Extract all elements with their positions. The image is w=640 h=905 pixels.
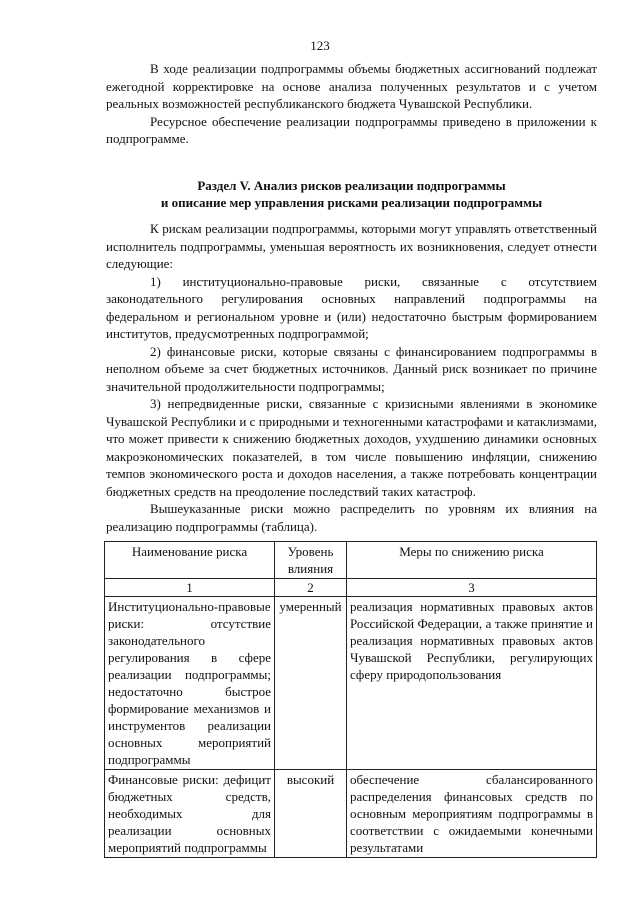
column-number-row <box>105 579 597 597</box>
column-number: 3 <box>347 579 597 597</box>
intro-paragraph: В ходе реализации подпрограммы объемы бюджетных ассигнований подлежат ежегодной корректировке на основе анализа полученных результатов и с учетом реальных возможностей республиканского бюджета Чувашской Республики. <box>106 61 597 111</box>
table-row <box>105 770 597 858</box>
risk-name-cell: Финансовые риски: дефицит бюджетных средств, необходимых для реализации основных мероприятий подпрограммы <box>105 770 275 858</box>
table-header-row <box>105 542 597 579</box>
intro-text <box>106 60 597 148</box>
risk-item-unforeseen: 3) непредвиденные риски, связанные с кризисными явлениями в экономике Чувашской Республики и с природными и техногенными катастрофами и катаклизмами, что может привести к снижению бюджетных доходов, ухудшению динамики основных макроэкономических показателей, в том числе повышению инфляции, снижению темпов экономического роста и доходов населения, а также потребовать концентрации бюджетных средств на преодоление последствий таких катастроф. <box>106 396 597 499</box>
risk-item-institutional: 1) институционально-правовые риски, связанные с отсутствием законодательного регулирования основных направлений подпрограммы на федеральном и региональном уровне и (или) недостаточно быстрым формированием институтов, предусмотренных подпрограммой; <box>106 273 597 341</box>
page-number: 123 <box>310 38 330 53</box>
section-title-line-2: и описание мер управления рисками реализации подпрограммы <box>160 195 543 210</box>
column-number: 1 <box>105 579 275 597</box>
risk-item-financial: 2) финансовые риски, которые связаны с финансированием подпрограммы в неполном объеме за счет бюджетных источников. Данный риск возникает по причине значительной продолжительности подпрограммы; <box>106 343 597 394</box>
column-number: 2 <box>275 579 347 597</box>
risk-table <box>104 541 597 858</box>
body-paragraph: Вышеуказанные риски можно распределить по уровням их влияния на реализацию подпрограммы (таблица). <box>106 501 597 534</box>
impact-level-cell: высокий <box>275 770 347 858</box>
table-row <box>105 597 597 770</box>
mitigation-cell: реализация нормативных правовых актов Российской Федерации, а также принятие и реализация нормативных правовых актов Чувашской Республики, регулирующих сферу природопользования <box>347 597 597 770</box>
header-risk-name: Наименование риска <box>105 542 275 579</box>
risk-name-cell: Институционально-правовые риски: отсутствие законодательного регулирования в сфере реализации подпрограммы; недостаточно быстрое формирование механизмов и инструментов реализации основных мероприятий подпрограммы <box>105 597 275 770</box>
intro-paragraph: Ресурсное обеспечение реализации подпрограммы приведено в приложении к подпрограмме. <box>106 113 597 146</box>
section-title-line-1: Раздел V. Анализ рисков реализации подпрограммы <box>197 178 506 193</box>
section-heading <box>106 177 597 211</box>
header-mitigation-measures: Меры по снижению риска <box>347 542 597 579</box>
header-impact-level: Уровень влияния <box>275 542 347 579</box>
body-paragraph: К рискам реализации подпрограммы, которыми могут управлять ответственный исполнитель подпрограммы, уменьшая вероятность их возникновения, следует отнести следующие: <box>106 221 597 271</box>
risks-text <box>106 220 597 535</box>
impact-level-cell: умеренный <box>275 597 347 770</box>
mitigation-cell: обеспечение сбалансированного распределения финансовых средств по основным мероприятиям подпрограммы в соответствии с ожидаемыми конечными результатами <box>347 770 597 858</box>
